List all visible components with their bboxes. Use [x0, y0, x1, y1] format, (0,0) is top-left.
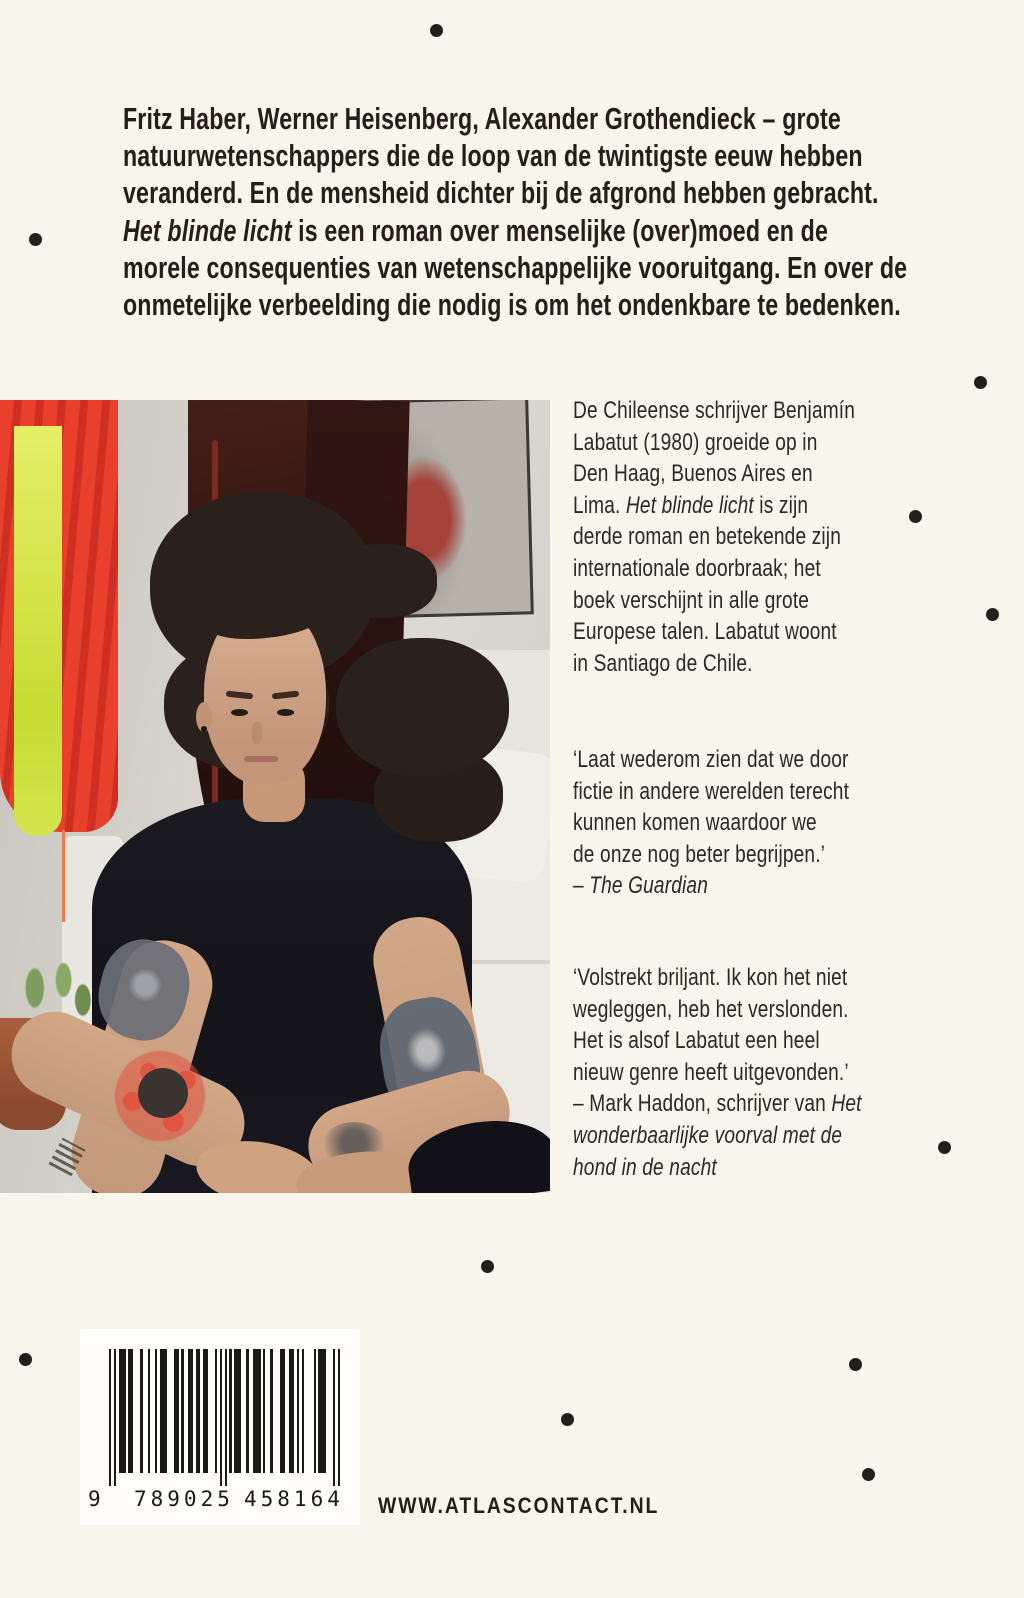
text-line: internationale doorbraak; het	[573, 554, 821, 582]
eye-right	[277, 709, 294, 716]
text-line: kunnen komen waardoor we	[573, 809, 817, 837]
mouth	[244, 756, 278, 762]
text-line: – The Guardian	[573, 872, 708, 900]
author-photo	[0, 400, 550, 1193]
text-line: ‘Laat wederom zien dat we door	[573, 746, 849, 773]
text-line: De Chileense schrijver Benjamín	[573, 397, 856, 424]
decorative-dot	[849, 1358, 862, 1371]
nose-shadow	[252, 722, 262, 744]
text-line: wonderbaarlijke voorval met de	[573, 1121, 843, 1149]
website-url: WWW.ATLASCONTACT.NL	[378, 1493, 660, 1518]
text-line: natuurwetenschappers die de loop van de twintigste eeuw hebben	[123, 139, 863, 174]
text-line: derde roman en betekende zijn	[573, 523, 842, 551]
decorative-dot	[938, 1141, 951, 1154]
text-line: wegleggen, heb het verslonden.	[573, 995, 849, 1023]
decorative-dot	[862, 1468, 875, 1481]
text-line: nieuw genre heeft uitgevonden.’	[573, 1058, 849, 1086]
quote-mark-haddon	[573, 962, 986, 1183]
decorative-dot	[974, 376, 987, 389]
text-line: veranderd. En de mensheid dichter bij de afgrond hebben gebracht.	[123, 176, 879, 211]
barcode-digits	[80, 1487, 360, 1517]
neon-green-fabric	[14, 426, 62, 836]
text-line: Het is alsof Labatut een heel	[573, 1027, 820, 1055]
text-line: ‘Volstrekt briljant. Ik kon het niet	[573, 964, 848, 991]
barcode	[80, 1329, 360, 1525]
text-line: onmetelijke verbeelding die nodig is om het ondenkbare te bedenken.	[123, 288, 901, 323]
earring	[201, 726, 207, 732]
isbn-digits-group2: 458164	[244, 1487, 344, 1511]
barcode-bar	[338, 1349, 340, 1486]
decorative-dot	[29, 233, 42, 246]
decorative-dot	[986, 608, 999, 621]
eye-left	[231, 709, 248, 716]
barcode-bars	[109, 1349, 340, 1489]
couch-pillow	[454, 745, 550, 885]
text-line: Den Haag, Buenos Aires en	[573, 460, 813, 488]
text-line: de onze nog beter begrijpen.’	[573, 840, 826, 868]
decorative-dot	[19, 1353, 32, 1366]
text-line: Lima. Het blinde licht is zijn	[573, 491, 809, 519]
text-line: boek verschijnt in alle grote	[573, 586, 810, 614]
decorative-dot	[430, 24, 443, 37]
text-line: in Santiago de Chile.	[573, 649, 753, 677]
orange-thread	[62, 830, 65, 922]
text-line: Labatut (1980) groeide op in	[573, 428, 818, 456]
decorative-dot	[561, 1413, 574, 1426]
decorative-dot	[481, 1260, 494, 1273]
isbn-digits-group1: 789025	[134, 1487, 234, 1511]
text-line: – Mark Haddon, schrijver van Het	[573, 1090, 862, 1118]
quote-guardian	[573, 744, 986, 902]
text-line: fictie in andere werelden terecht	[573, 777, 850, 805]
text-line: Fritz Haber, Werner Heisenberg, Alexander Grothendieck – grote	[123, 102, 841, 136]
text-line: Europese talen. Labatut woont	[573, 618, 837, 646]
text-line: Het blinde licht is een roman over menselijke (over)moed en de	[123, 213, 829, 248]
intro-text	[123, 101, 908, 324]
text-line: morele consequenties van wetenschappelijke vooruitgang. En over de	[123, 250, 908, 285]
decorative-dot	[909, 510, 922, 523]
isbn-digit-lead: 9	[88, 1487, 101, 1511]
text-line: hond in de nacht	[573, 1153, 717, 1181]
author-bio	[573, 395, 986, 679]
